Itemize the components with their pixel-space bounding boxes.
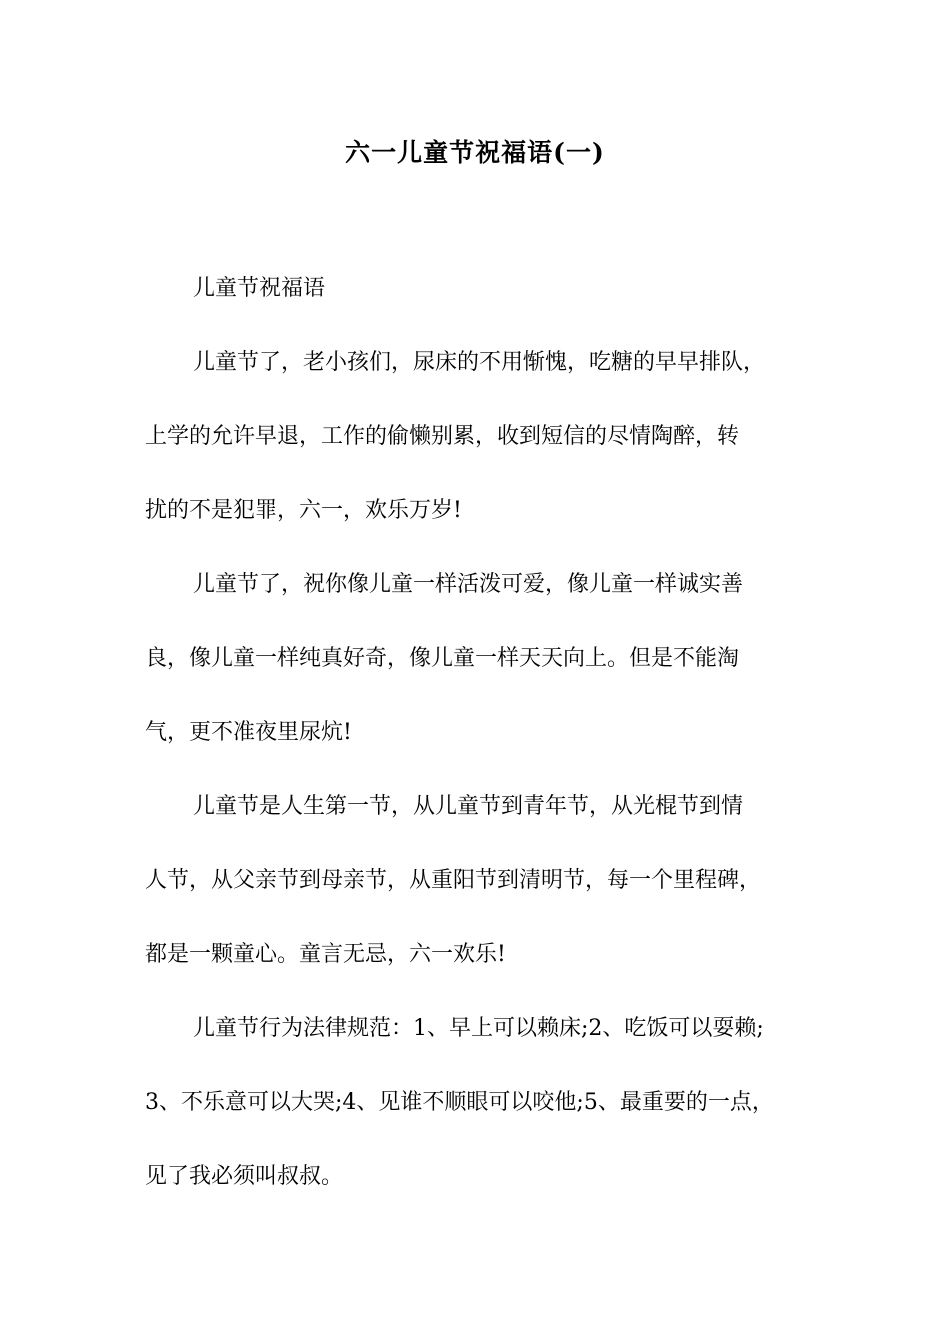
paragraph-3	[145, 770, 830, 992]
paragraph-line: 上学的允许早退，工作的偷懒别累，收到短信的尽情陶醉，转	[145, 424, 740, 449]
paragraph-4	[145, 992, 830, 1214]
paragraph-2	[145, 548, 830, 770]
paragraph-line: 儿童节行为法律规范：1、早上可以赖床;2、吃饭可以耍赖;	[193, 1016, 764, 1041]
document-body	[145, 252, 830, 1214]
paragraph-line: 良，像儿童一样纯真好奇，像儿童一样天天向上。但是不能淘	[145, 646, 740, 671]
paragraph-line: 3、不乐意可以大哭;4、见谁不顺眼可以咬他;5、最重要的一点，	[145, 1090, 774, 1115]
paragraph-line: 儿童节了，老小孩们，尿床的不用惭愧，吃糖的早早排队，	[193, 350, 766, 375]
document-title: 六一儿童节祝福语(一)	[345, 138, 605, 167]
paragraph-line: 儿童节了，祝你像儿童一样活泼可爱，像儿童一样诚实善	[193, 572, 744, 597]
section-heading: 儿童节祝福语	[193, 276, 326, 301]
paragraph-line: 人节，从父亲节到母亲节，从重阳节到清明节，每一个里程碑，	[145, 868, 762, 893]
paragraph-1	[145, 326, 830, 548]
paragraph-line: 扰的不是犯罪，六一，欢乐万岁!	[145, 498, 462, 523]
paragraph-line: 见了我必须叫叔叔。	[145, 1164, 344, 1189]
paragraph-line: 气，更不准夜里尿炕!	[145, 720, 352, 745]
paragraph-line: 儿童节是人生第一节，从儿童节到青年节，从光棍节到情	[193, 794, 744, 819]
paragraph-line: 都是一颗童心。童言无忌，六一欢乐!	[145, 942, 506, 967]
